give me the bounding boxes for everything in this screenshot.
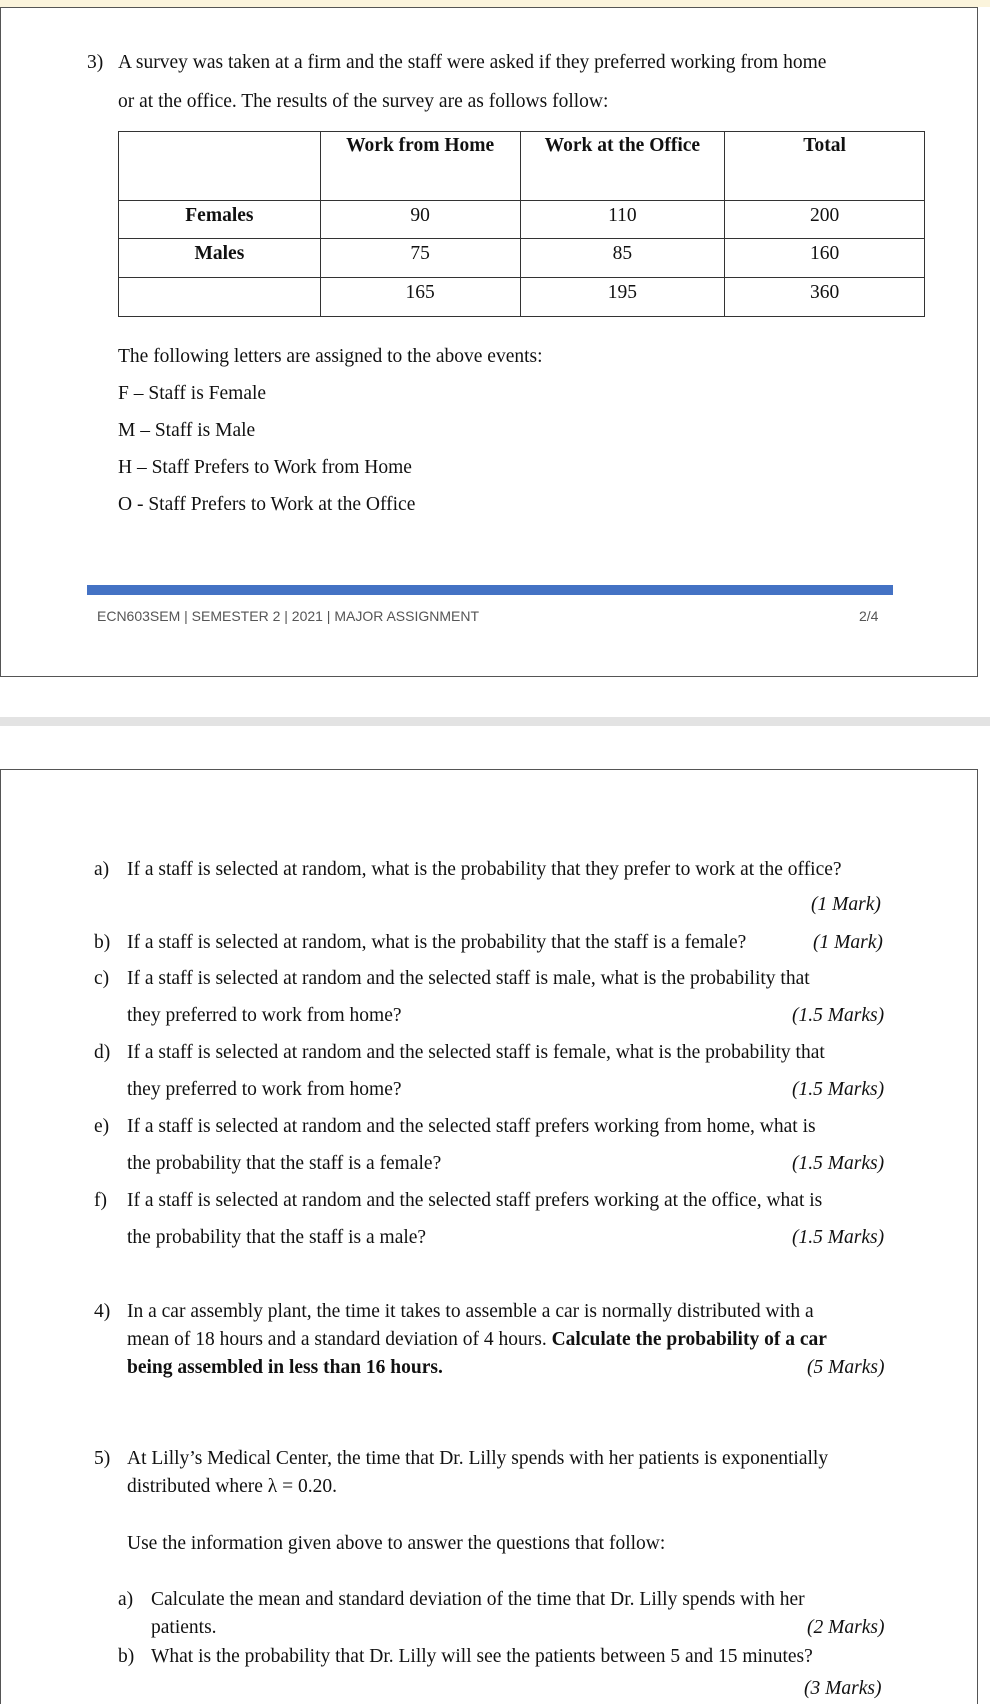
part-marks: (1 Mark) [811,894,881,915]
table-row [119,278,925,317]
part-marks: (1.5 Marks) [792,1153,885,1174]
document-page-2 [0,7,978,677]
part-text: Calculate the mean and standard deviation of the time that Dr. Lilly spends with her [151,1589,805,1610]
table-row-label: Males [119,239,321,278]
table-header-cell: Work from Home [320,132,520,201]
table-cell: 160 [725,239,925,278]
letter-definition: H – Staff Prefers to Work from Home [118,457,412,478]
document-page-3 [0,769,978,1704]
table-cell: 165 [320,278,520,317]
question-4-text-normal: mean of 18 hours and a standard deviation of 4 hours. [127,1329,547,1350]
question-3-text-line-2: or at the office. The results of the survey are as follows follow: [118,91,609,112]
part-marks: (1.5 Marks) [792,1227,885,1248]
survey-table [118,131,925,317]
question-4-text-line-3: being assembled in less than 16 hours. [127,1357,443,1378]
table-cell: 85 [520,239,725,278]
part-label: b) [94,932,111,953]
part-text: What is the probability that Dr. Lilly will see the patients between 5 and 15 minutes? [151,1646,813,1667]
table-header-cell [119,132,321,201]
part-marks: (1 Mark) [813,932,883,953]
question-4-text-bold: Calculate the probability of a car [551,1329,827,1350]
question-4-number: 4) [94,1301,111,1322]
part-text: If a staff is selected at random and the selected staff is male, what is the probability that [127,968,810,989]
part-label: b) [118,1646,135,1667]
part-text: If a staff is selected at random, what is the probability that they prefer to work at the office? [127,859,842,880]
part-marks: (1.5 Marks) [792,1005,885,1026]
table-header-row [119,132,925,201]
question-3-number: 3) [87,52,104,73]
table-row-label [119,278,321,317]
part-text: the probability that the staff is a female? [127,1153,442,1174]
top-strip [0,0,990,7]
part-label: c) [94,968,110,989]
table-header-cell: Work at the Office [520,132,725,201]
part-text: If a staff is selected at random and the selected staff is female, what is the probability that [127,1042,825,1063]
table-cell: 110 [520,201,725,239]
table-cell: 195 [520,278,725,317]
letters-intro: The following letters are assigned to the above events: [118,346,543,367]
question-3-text-line-1: A survey was taken at a firm and the staff were asked if they preferred working from home [118,52,827,73]
part-label: d) [94,1042,111,1063]
table-cell: 360 [725,278,925,317]
table-row-label: Females [119,201,321,239]
footer-rule [87,585,893,595]
part-label: e) [94,1116,110,1137]
question-4-text-line-2 [127,1328,827,1352]
part-text: patients. [151,1617,217,1638]
question-5-number: 5) [94,1448,111,1469]
part-label: a) [94,859,110,880]
part-text: the probability that the staff is a male? [127,1227,427,1248]
part-label: a) [118,1589,134,1610]
letter-definition: O - Staff Prefers to Work at the Office [118,494,416,515]
part-marks: (1.5 Marks) [792,1079,885,1100]
footer-course-info: ECN603SEM | SEMESTER 2 | 2021 | MAJOR ASSIGNMENT [97,608,480,624]
table-header-cell: Total [725,132,925,201]
part-text: If a staff is selected at random, what is the probability that the staff is a female? [127,932,747,953]
part-marks: (2 Marks) [807,1617,885,1638]
question-4-marks: (5 Marks) [807,1357,885,1378]
table-cell: 200 [725,201,925,239]
question-4-text-line-1: In a car assembly plant, the time it takes to assemble a car is normally distributed with a [127,1301,814,1322]
table-cell: 75 [320,239,520,278]
question-5-text-line-1: At Lilly’s Medical Center, the time that Dr. Lilly spends with her patients is exponentially [127,1448,829,1469]
part-label: f) [94,1190,107,1211]
question-5-instruction: Use the information given above to answer the questions that follow: [127,1533,666,1554]
page-separator [0,717,990,726]
question-5-text-line-2: distributed where λ = 0.20. [127,1476,337,1497]
part-text: they preferred to work from home? [127,1005,402,1026]
letter-definition: F – Staff is Female [118,383,267,404]
table-row [119,201,925,239]
part-marks: (3 Marks) [804,1678,882,1699]
table-cell: 90 [320,201,520,239]
part-text: If a staff is selected at random and the selected staff prefers working from home, what is [127,1116,816,1137]
table-row [119,239,925,278]
letter-definition: M – Staff is Male [118,420,256,441]
footer-page-number: 2/4 [859,608,879,624]
part-text: If a staff is selected at random and the selected staff prefers working at the office, what is [127,1190,823,1211]
part-text: they preferred to work from home? [127,1079,402,1100]
